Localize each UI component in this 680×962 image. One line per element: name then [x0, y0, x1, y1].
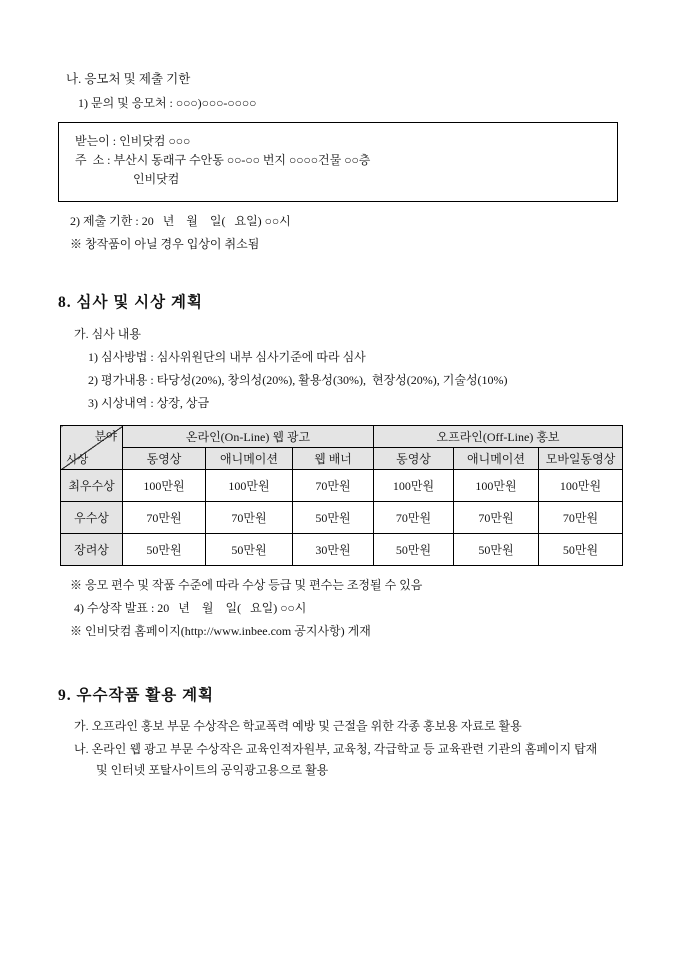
address-continuation-line: 인비닷컴 — [133, 172, 180, 186]
section8-subheading: 가. 심사 내용 — [74, 327, 141, 341]
address-line: 주 소 : 부산시 동래구 수안동 ○○-○○ 번지 ○○○○건물 ○○층 — [75, 153, 371, 167]
table-col-header: 모바일동영상 — [539, 448, 623, 470]
table-col-header: 동영상 — [374, 448, 454, 470]
section8-title: 8. 심사 및 시상 계획 — [58, 294, 203, 311]
table-cell: 70만원 — [454, 502, 539, 534]
table-group-header-row — [61, 426, 623, 448]
award-table — [60, 425, 623, 566]
homepage-note: ※ 인비닷컴 홈페이지(http://www.inbee.com 공지사항) 게재 — [70, 624, 371, 638]
corner-label-award: 시상 — [66, 454, 89, 466]
table-cell: 100만원 — [374, 470, 454, 502]
table-cell: 70만원 — [374, 502, 454, 534]
table-cell: 70만원 — [206, 502, 293, 534]
table-cell: 100만원 — [539, 470, 623, 502]
table-cell: 50만원 — [374, 534, 454, 566]
table-row — [61, 470, 623, 502]
row-label: 우수상 — [61, 502, 123, 534]
evaluation-criteria-line: 2) 평가내용 : 타당성(20%), 창의성(20%), 활용성(30%), 현장성(20%), 기술성(10%) — [88, 373, 508, 387]
disqualification-note: ※ 창작품이 아닐 경우 입상이 취소됨 — [70, 237, 260, 251]
recipient-box — [58, 122, 618, 202]
table-col-header: 웹 배너 — [293, 448, 374, 470]
adjustment-note: ※ 응모 편수 및 작품 수준에 따라 수상 등급 및 편수는 조정될 수 있음 — [70, 578, 423, 592]
deadline-line: 2) 제출 기한 : 20 년 월 일( 요일) ○○시 — [70, 214, 291, 228]
usage-item-online: 나. 온라인 웹 광고 부문 수상작은 교육인적자원부, 교육청, 각급학교 등 교육관련 기관의 홈페이지 탑재 — [74, 742, 598, 756]
table-row — [61, 534, 623, 566]
recipient-line: 받는이 : 인비닷컴 ○○○ — [75, 134, 191, 148]
table-col-header: 애니메이션 — [454, 448, 539, 470]
table-cell: 70만원 — [539, 502, 623, 534]
table-cell: 50만원 — [123, 534, 206, 566]
table-column-header-row — [61, 448, 623, 470]
table-col-header: 동영상 — [123, 448, 206, 470]
submission-heading: 나. 응모처 및 제출 기한 — [66, 72, 191, 86]
table-group-offline: 오프라인(Off-Line) 홍보 — [374, 426, 623, 448]
table-cell: 50만원 — [539, 534, 623, 566]
usage-item-offline: 가. 오프라인 홍보 부문 수상작은 학교폭력 예방 및 근절을 위한 각종 홍보용 자료로 활용 — [74, 719, 522, 733]
usage-item-online-continuation: 및 인터넷 포탈사이트의 공익광고용으로 활용 — [96, 763, 329, 777]
judging-method-line: 1) 심사방법 : 심사위원단의 내부 심사기준에 따라 심사 — [88, 350, 366, 364]
table-row — [61, 502, 623, 534]
table-cell: 50만원 — [293, 502, 374, 534]
table-cell: 100만원 — [206, 470, 293, 502]
contact-line: 1) 문의 및 응모처 : ○○○)○○○-○○○○ — [78, 96, 257, 110]
table-col-header: 애니메이션 — [206, 448, 293, 470]
table-cell: 50만원 — [206, 534, 293, 566]
announcement-line: 4) 수상작 발표 : 20 년 월 일( 요일) ○○시 — [74, 601, 307, 615]
table-cell: 50만원 — [454, 534, 539, 566]
table-cell: 70만원 — [123, 502, 206, 534]
row-label: 장려상 — [61, 534, 123, 566]
table-cell: 30만원 — [293, 534, 374, 566]
table-cell: 100만원 — [123, 470, 206, 502]
table-group-online: 온라인(On-Line) 웹 광고 — [123, 426, 374, 448]
award-detail-line: 3) 시상내역 : 상장, 상금 — [88, 396, 210, 410]
row-label: 최우수상 — [61, 470, 123, 502]
section9-title: 9. 우수작품 활용 계획 — [58, 687, 215, 704]
corner-label-category: 분야 — [94, 431, 117, 443]
table-corner-cell — [61, 426, 123, 470]
table-cell: 100만원 — [454, 470, 539, 502]
table-cell: 70만원 — [293, 470, 374, 502]
